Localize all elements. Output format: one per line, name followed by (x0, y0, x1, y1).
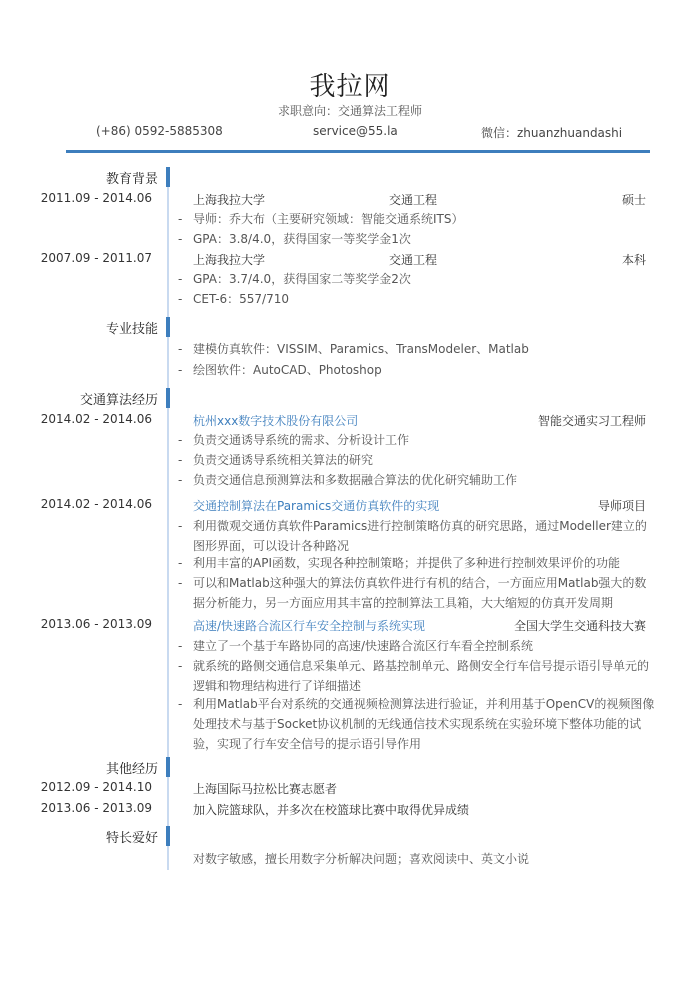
header-divider (66, 150, 650, 153)
section-title: 其他经历 (105, 762, 158, 777)
section-experience (0, 388, 700, 410)
education-entry (0, 189, 700, 209)
contact-bar (96, 124, 623, 142)
section-hobbies (0, 826, 700, 848)
hobbies-text: 对数字敏感，擅长用数字分析解决问题；喜欢阅读中、英文小说 (193, 852, 530, 866)
project-name: 高速/快速路合流区行车安全控制与系统实现 (193, 619, 426, 633)
experience-entry (0, 615, 700, 635)
section-marker (166, 167, 170, 187)
bullet-item: - 建模仿真软件：VISSIM、Paramics、TransModeler、Matlab (178, 342, 529, 356)
job-role: 智能交通实习工程师 (537, 414, 646, 428)
entry-date: 2013.06 - 2013.09 (40, 617, 152, 631)
major: 交通工程 (389, 253, 438, 267)
section-marker (166, 317, 170, 337)
education-entry (0, 249, 700, 269)
entry-date: 2012.09 - 2014.10 (40, 780, 152, 794)
project-name: 交通控制算法在Paramics交通仿真软件的实现 (193, 499, 440, 513)
experience-entry (0, 410, 700, 430)
entry-text: 上海国际马拉松比赛志愿者 (193, 782, 338, 796)
section-education (0, 167, 700, 189)
bullet-item: - 导师：乔大布（主要研究领域：智能交通系统ITS） (178, 212, 464, 226)
section-title: 专业技能 (105, 322, 158, 337)
bullet-item: - GPA：3.7/4.0，获得国家二等奖学金2次 (178, 272, 411, 286)
entry-date: 2013.06 - 2013.09 (40, 801, 152, 815)
section-title: 交通算法经历 (79, 393, 158, 408)
degree: 本科 (621, 253, 646, 267)
bullet-item: - 建立了一个基于车路协同的高速/快速路合流区行车看全控制系统 (178, 639, 534, 653)
school-name: 上海我拉大学 (193, 193, 266, 207)
contact-email: service@55.la (313, 124, 398, 138)
resume-name: 我拉网 (309, 72, 391, 102)
contact-wechat: 微信：zhuanzhuandashi (481, 126, 623, 140)
section-marker (166, 826, 170, 846)
bullet-item: - 绘图软件：AutoCAD、Photoshop (178, 363, 382, 377)
bullet-item: - 就系统的路侧交通信息采集单元、路基控制单元、路侧安全行车信号提示语引导单元的逻辑和物理结构进行了详细描述 (178, 659, 650, 693)
experience-entry (0, 495, 700, 515)
entry-date: 2007.09 - 2011.07 (40, 251, 152, 265)
bullet-item: - 负责交通信息预测算法和多数据融合算法的优化研究辅助工作 (178, 473, 518, 487)
project-role: 导师项目 (597, 499, 646, 513)
entry-date: 2014.02 - 2014.06 (40, 412, 152, 426)
degree: 硕士 (621, 193, 646, 207)
bullet-item: - 利用Matlab平台对系统的交通视频检测算法进行验证，并利用基于OpenCV的视频图像处理技术与基于Socket协议机制的无线通信技术实现系统在实验环境下整体功能的试验，实现了行车安全信号的提示语引导作用 (178, 697, 655, 751)
entry-text: 加入院篮球队，并多次在校篮球比赛中取得优异成绩 (193, 803, 470, 817)
bullet-item: - GPA：3.8/4.0，获得国家一等奖学金1次 (178, 232, 411, 246)
school-name: 上海我拉大学 (193, 253, 266, 267)
bullet-item: - 可以和Matlab这种强大的算法仿真软件进行有机的结合，一方面应用Matlab强大的数据分析能力，另一方面应用其丰富的控制算法工具箱，大大缩短的仿真开发周期 (178, 576, 647, 610)
project-role: 全国大学生交通科技大赛 (513, 619, 646, 633)
contact-phone: (+86) 0592-5885308 (96, 124, 223, 138)
section-marker (166, 757, 170, 777)
job-objective: 求职意向：交通算法工程师 (277, 104, 422, 118)
entry-date: 2011.09 - 2014.06 (40, 191, 152, 205)
section-other (0, 757, 700, 779)
bullet-item: - 负责交通诱导系统的需求、分析设计工作 (178, 433, 410, 447)
bullet-item: - 利用微观交通仿真软件Paramics进行控制策略仿真的研究思路，通过Modeller建立的图形界面，可以设计各种路况 (178, 519, 647, 553)
bullet-item: - CET-6：557/710 (178, 292, 290, 306)
section-title: 教育背景 (105, 172, 158, 187)
section-skills (0, 317, 700, 339)
bullet-item: - 利用丰富的API函数，实现各种控制策略；并提供了多种进行控制效果评价的功能 (178, 556, 620, 570)
entry-date: 2014.02 - 2014.06 (40, 497, 152, 511)
major: 交通工程 (389, 193, 438, 207)
other-entry (0, 778, 700, 798)
section-title: 特长爱好 (105, 831, 158, 846)
other-entry (0, 799, 700, 819)
section-marker (166, 388, 170, 408)
company-name: 杭州xxx数字技术股份有限公司 (193, 414, 359, 428)
bullet-item: - 负责交通诱导系统相关算法的研究 (178, 453, 374, 467)
